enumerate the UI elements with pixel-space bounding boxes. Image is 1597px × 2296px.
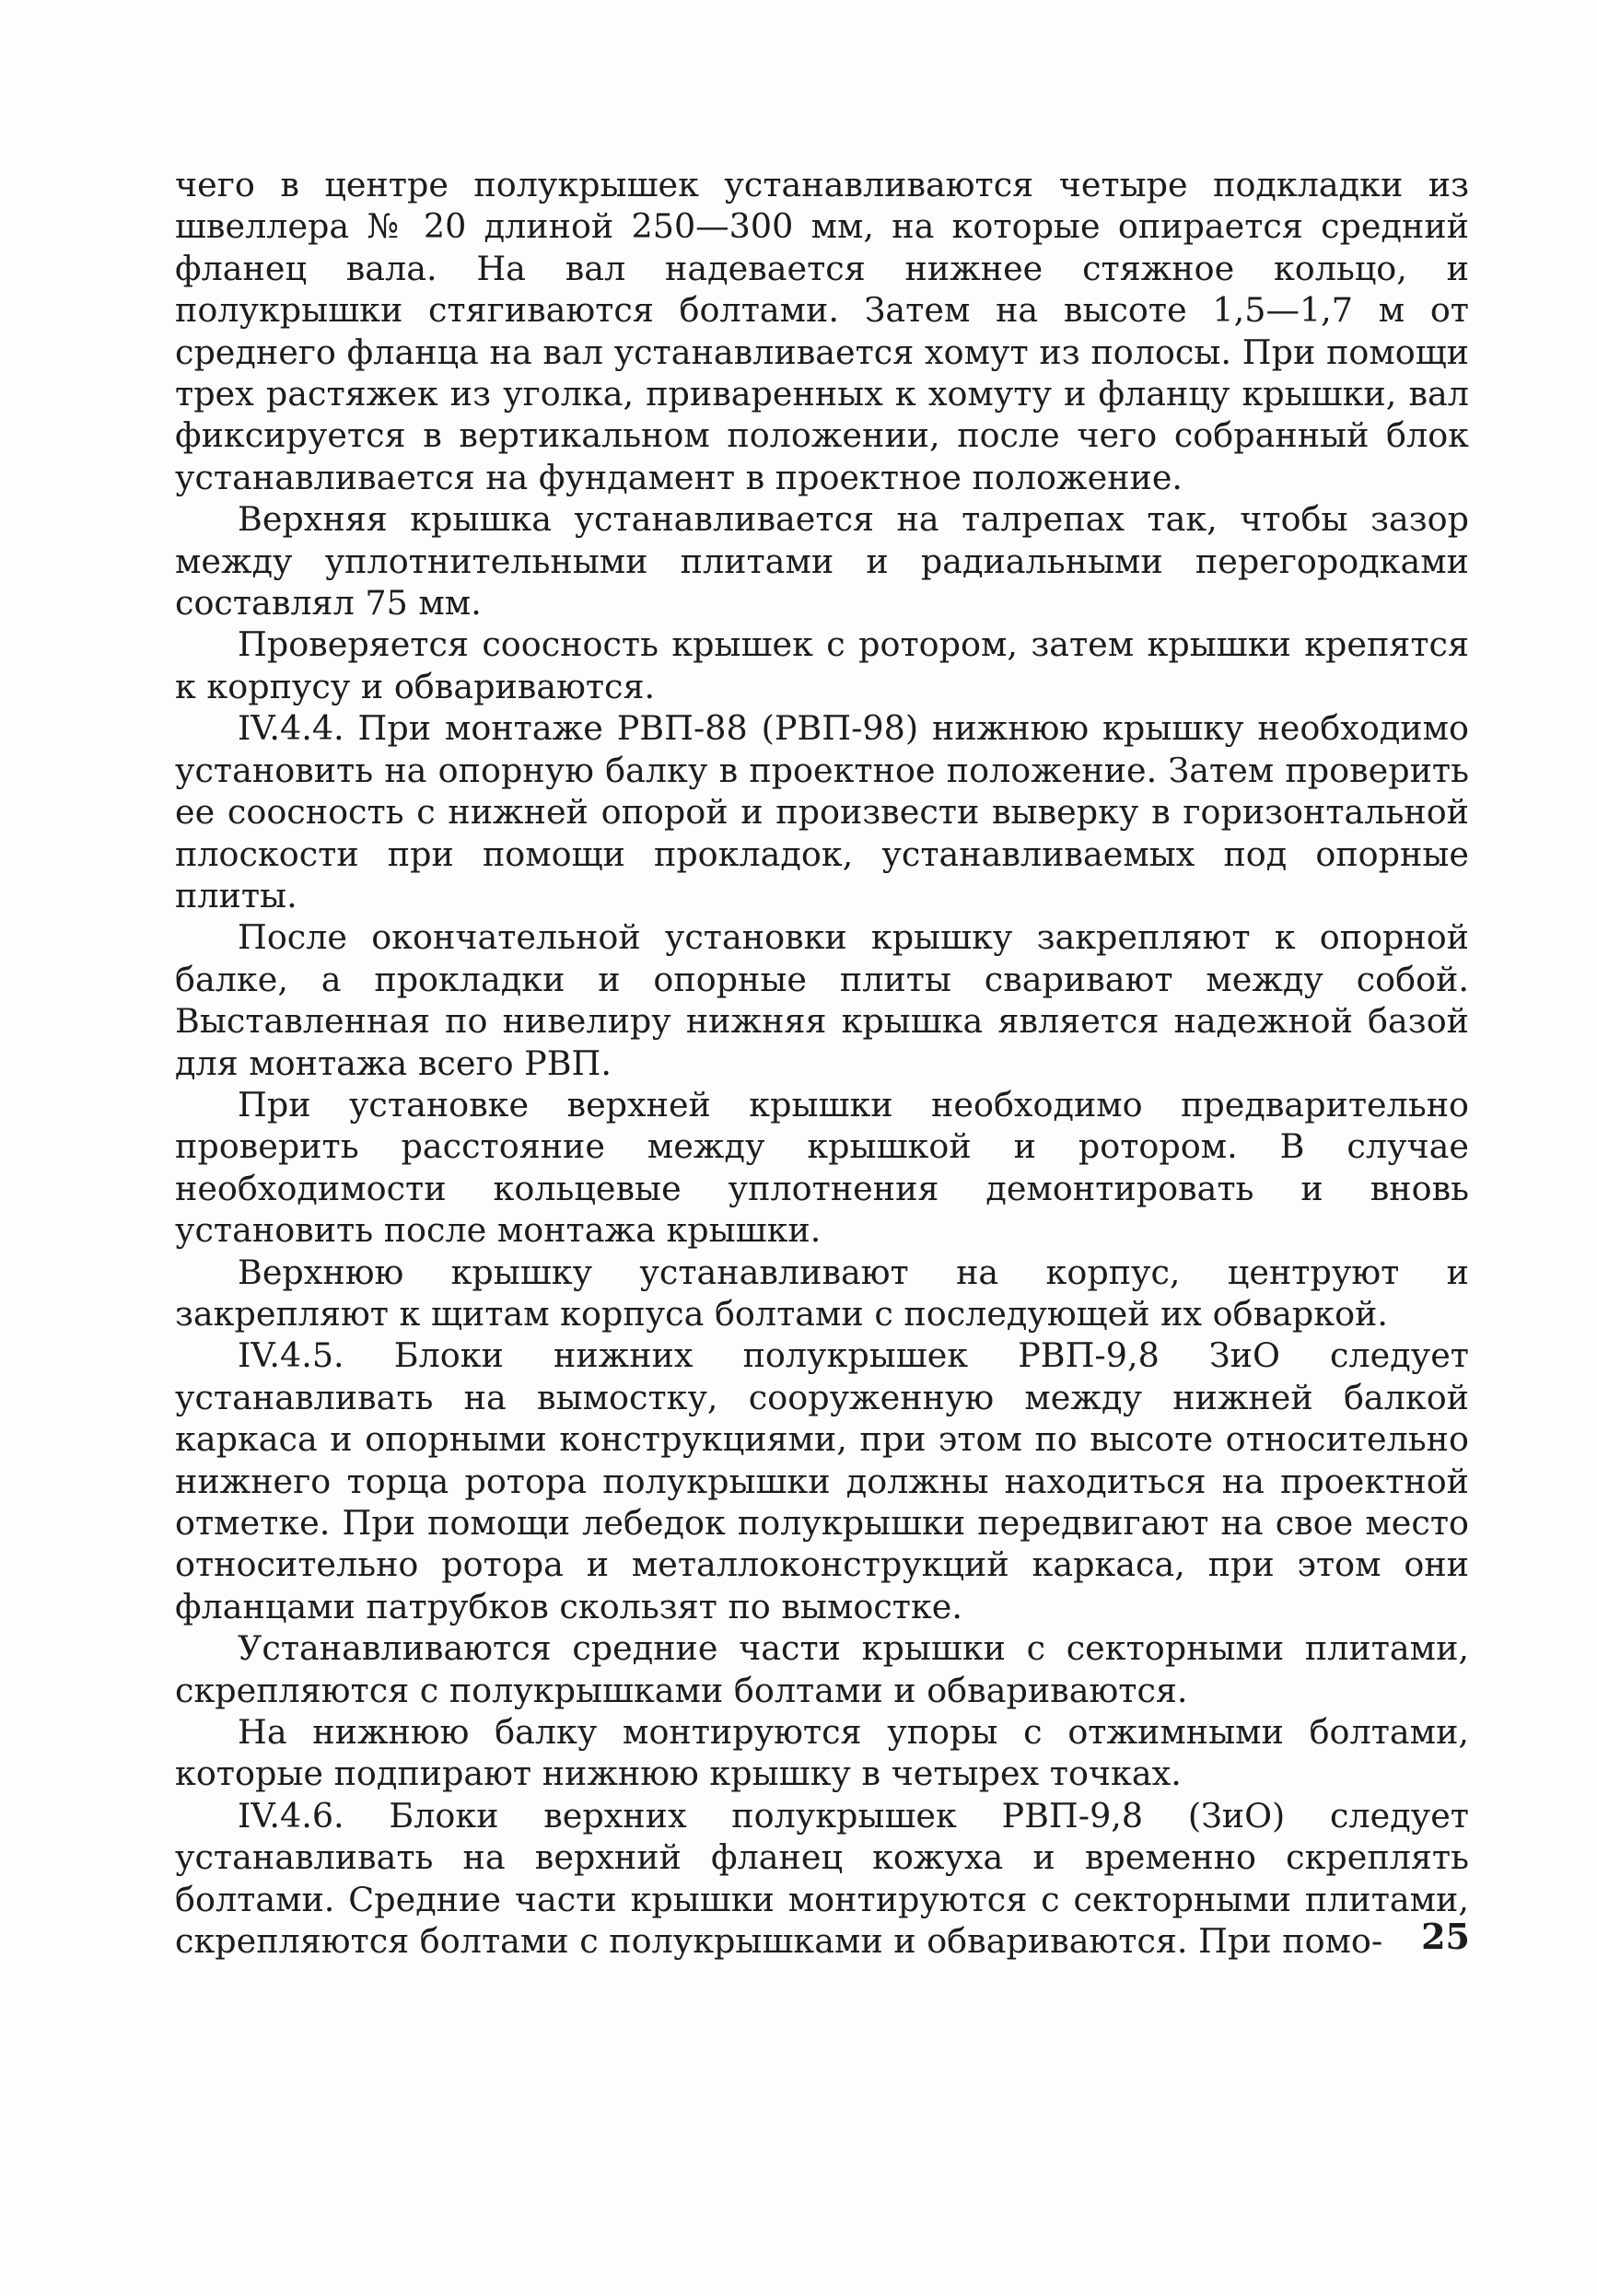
paragraph-9: Устанавливаются средние части крышки с секторными плитами, скрепляются с полукрышками болтами и обвариваются. bbox=[175, 1628, 1469, 1710]
paragraph-10: На нижнюю балку монтируются упоры с отжимными болтами, которые подпирают нижнюю крышку в четырех точках. bbox=[175, 1712, 1469, 1794]
paragraph-6: При установке верхней крышки необходимо предварительно проверить расстояние между крышкой и ротором. В случае необходимости кольцевые уплотнения демонтировать и вновь установить после монтажа крышки. bbox=[175, 1084, 1469, 1251]
paragraph-3: Проверяется соосность крышек с ротором, затем крышки крепятся к корпусу и обвариваются. bbox=[175, 624, 1469, 706]
page-number: 25 bbox=[1421, 1916, 1470, 1957]
paragraph-7: Верхнюю крышку устанавливают на корпус, центруют и закрепляют к щитам корпуса болтами с последующей их обваркой. bbox=[175, 1252, 1469, 1334]
paragraph-1: чего в центре полукрышек устанавливаются четыре подкладки из швеллера № 20 длиной 250—300 мм, на которые опирается средний фланец вала. На вал надевается нижнее стяжное кольцо, и полукрышки стягиваются болтами. Затем на высоте 1,5—1,7 м от среднего фланца на вал устанавливается хомут из полосы. При помощи трех растяжек из уголка, приваренных к хомуту и фланцу крышки, вал фиксируется в вертикальном положении, после чего собранный блок устанавливается на фундамент в проектное положение. bbox=[175, 165, 1469, 497]
paragraph-11: IV.4.6. Блоки верхних полукрышек РВП-9,8 (ЗиО) следует устанавливать на верхний фланец кожуха и временно скреплять болтами. Средние части крышки монтируются с секторными плитами, скрепляются болтами с полукрышками и обвариваются. При помо- bbox=[175, 1795, 1469, 1962]
paragraph-4: IV.4.4. При монтаже РВП-88 (РВП-98) нижнюю крышку необходимо установить на опорную балку в проектное положение. Затем проверить ее соосность с нижней опорой и произвести выверку в горизонтальной плоскости при помощи прокладок, устанавливаемых под опорные плиты. bbox=[175, 708, 1469, 915]
body-text bbox=[175, 164, 1469, 1962]
paragraph-2: Верхняя крышка устанавливается на талрепах так, чтобы зазор между уплотнительными плитами и радиальными перегородками составлял 75 мм. bbox=[175, 499, 1469, 624]
paragraph-5: После окончательной установки крышку закрепляют к опорной балке, а прокладки и опорные плиты сваривают между собой. Выставленная по нивелиру нижняя крышка является надежной базой для монтажа всего РВП. bbox=[175, 917, 1469, 1083]
paragraph-8: IV.4.5. Блоки нижних полукрышек РВП-9,8 ЗиО следует устанавливать на вымостку, сооруженную между нижней балкой каркаса и опорными конструкциями, при этом по высоте относительно нижнего торца ротора полукрышки должны находиться на проектной отметке. При помощи лебедок полукрышки передвигают на свое место относительно ротора и металлоконструкций каркаса, при этом они фланцами патрубков скользят по вымостке. bbox=[175, 1335, 1469, 1626]
